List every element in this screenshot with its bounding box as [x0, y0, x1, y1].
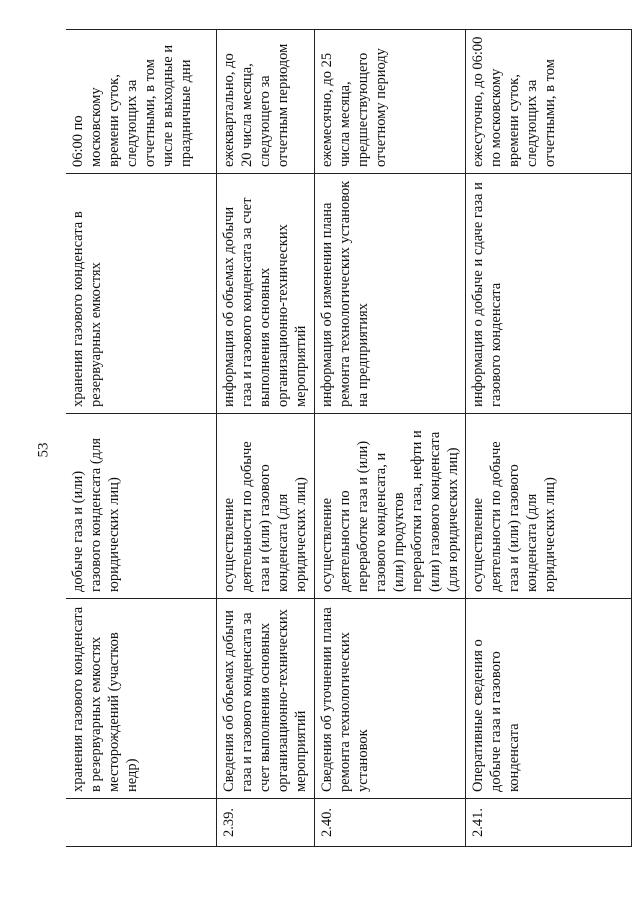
report-deadline: ежесуточно, до 06:00 по московскому времени суток, следующих за отчетными, в том	[465, 30, 631, 174]
activity-type: добыче газа и (или) газового конденсата (для юридических лиц)	[66, 414, 216, 599]
report-name: Сведения об уточнении плана ремонта технологических установок	[314, 599, 465, 799]
activity-type: осуществление деятельности по добыче газа и (или) газового конденсата (для юридических лиц)	[465, 414, 631, 599]
report-deadline: ежемесячно, до 25 числа месяца, предшествующего отчетному периоду	[314, 30, 465, 174]
row-number: 2.39.	[216, 799, 314, 847]
rotated-table-container	[66, 30, 610, 847]
report-content: информация о добыче и сдаче газа и газового конденсата	[465, 174, 631, 414]
activity-type: осуществление деятельности по переработке газа и (или) газового конденсата, и (или) продуктов переработки газа, нефти и (или) газового конденсата (для юридических лиц)	[314, 414, 465, 599]
report-deadline: 06:00 по московскому времени суток, следующих за отчетными, в том числе в выходные и праздничные дни	[66, 30, 216, 174]
report-name: хранения газового конденсата в резервуарных емкостях месторождений (участков недр)	[66, 599, 216, 799]
activity-type: осуществление деятельности по добыче газа и (или) газового конденсата (для юридических лиц)	[216, 414, 314, 599]
report-content: информация об объемах добычи газа и газового конденсата за счет выполнения основных организационно-технических мероприятий	[216, 174, 314, 414]
report-name: Сведения об объемах добычи газа и газового конденсата за счет выполнения основных организационно-технических мероприятий	[216, 599, 314, 799]
reporting-table	[66, 29, 632, 847]
report-name: Оперативные сведения о добыче газа и газового конденсата	[465, 599, 631, 799]
report-deadline: ежеквартально, до 20 числа месяца, следующего за отчетным периодом	[216, 30, 314, 174]
report-content: хранения газового конденсата в резервуарных емкостях	[66, 174, 216, 414]
row-number: 2.41.	[465, 799, 631, 847]
report-content: информация об изменении плана ремонта технологических установок на предприятиях	[314, 174, 465, 414]
table-row	[314, 30, 465, 847]
page-number: 53	[35, 442, 52, 458]
row-number: 2.40.	[314, 799, 465, 847]
table-row	[465, 30, 631, 847]
table-row	[216, 30, 314, 847]
row-number	[66, 799, 216, 847]
table-row	[66, 30, 216, 847]
